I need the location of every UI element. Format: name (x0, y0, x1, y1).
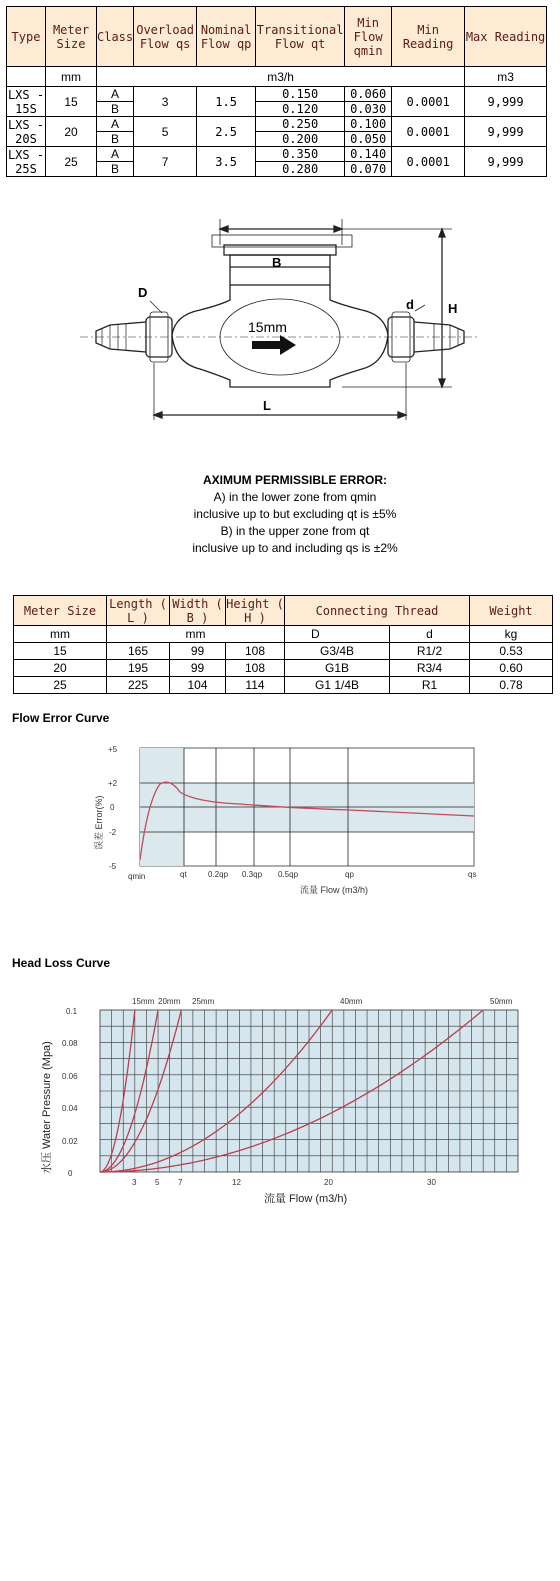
spec-table: Type Meter Size Class Overload Flow qs Nominal Flow qp Transitional Flow qt Min Flow qmin Min Reading Max Reading mm m3/h m3 LXS - 15S 15 A 3 1.5 0.150 0.060 0.0001 9,999 B 0.120 0.030 LXS - 20S 20 A 5 2.5 0.250 0.100 0.0001 9,999 B 0.200 0.050 LXS - 25S 25 A 7 3.5 0.350 0.140 0.0001 9,999 B 0.280 0.070 (6, 6, 547, 177)
flow-arrow-icon (252, 335, 296, 355)
mpe-line: inclusive up to and including qs is ±2% (192, 541, 398, 555)
x-axis-label: 流量 Flow (m3/h) (264, 1193, 348, 1205)
head-loss-chart (38, 990, 538, 1210)
col-thread: Connecting Thread (285, 596, 470, 626)
unit-size: mm (46, 67, 97, 87)
y-tick: -5 (109, 862, 117, 871)
series-label: 15mm (132, 997, 155, 1006)
unit-reading: m3 (465, 67, 547, 87)
table-row: 20 195 99 108 G1B R3/4 0.60 (14, 660, 553, 677)
x-tick: qmin (128, 872, 146, 881)
table-row: 15 165 99 108 G3/4B R1/2 0.53 (14, 643, 553, 660)
x-tick: 20 (324, 1178, 333, 1187)
y-tick: 0.02 (62, 1137, 78, 1146)
x-tick: 0.5qp (278, 870, 299, 879)
meter-drawing (80, 205, 480, 435)
label-h: H (448, 301, 458, 316)
label-b: B (272, 255, 282, 270)
col-transitional: Transitional Flow qt (256, 7, 345, 67)
row-type: LXS - 15S (7, 87, 45, 116)
col-width: Width ( B ) (170, 596, 226, 626)
series-label: 20mm (158, 997, 181, 1006)
flow-error-heading: Flow Error Curve (12, 711, 110, 725)
y-tick: +5 (108, 745, 118, 754)
series-label: 50mm (490, 997, 513, 1006)
x-tick: 12 (232, 1178, 241, 1187)
col-height: Height ( H ) (226, 596, 284, 625)
y-tick: 0 (68, 1169, 73, 1178)
col-overload: Overload Flow qs (134, 7, 197, 67)
x-tick: 5 (155, 1178, 160, 1187)
y-axis-label: 水压 Water Pressure (Mpa) (41, 1041, 53, 1174)
unit-flow: m3/h (97, 67, 465, 87)
head-loss-heading: Head Loss Curve (12, 956, 111, 970)
label-l: L (263, 398, 271, 413)
y-tick: 0.06 (62, 1072, 78, 1081)
label-size: 15mm (248, 319, 287, 335)
y-axis-label: 误差 Error(%) (94, 795, 104, 850)
x-tick: qp (345, 870, 354, 879)
x-tick: qs (468, 870, 477, 879)
x-tick: 3 (132, 1178, 137, 1187)
label-d-lower: d (406, 297, 414, 312)
x-axis-label: 流量 Flow (m3/h) (300, 885, 369, 895)
y-tick: +2 (108, 779, 118, 788)
dimension-table: Meter Size Length ( L ) Width ( B ) Height ( H ) Connecting Thread Weight mm mm D d kg 15 165 99 108 G3/4B R1/2 0.53 20 195 99 108 G1B R3/4 0.60 25 225 104 114 G1 1/4B R1 0.78 (13, 595, 553, 694)
flow-error-chart (90, 740, 490, 900)
mpe-line: B) in the upper zone from qt (220, 524, 370, 538)
col-min-reading: Min Reading (392, 7, 465, 67)
row-type: LXS - 25S (7, 147, 45, 176)
col-min-flow: Min Flow qmin (345, 7, 392, 67)
x-tick: 0.3qp (242, 870, 263, 879)
x-tick: 30 (427, 1178, 436, 1187)
col-length: Length ( L ) (107, 596, 170, 626)
series-label: 25mm (192, 997, 215, 1006)
x-tick: qt (180, 870, 187, 879)
series-label: 40mm (340, 997, 363, 1006)
y-tick: -2 (109, 828, 117, 837)
col-class: Class (97, 7, 134, 67)
mpe-line: inclusive up to but excluding qt is ±5% (193, 507, 397, 521)
x-tick: 7 (178, 1178, 183, 1187)
col-meter-size: Meter Size (14, 596, 107, 626)
y-tick: 0.04 (62, 1104, 78, 1113)
x-tick: 0.2qp (208, 870, 229, 879)
mpe-note (150, 472, 440, 557)
y-tick: 0.08 (62, 1039, 78, 1048)
col-max-reading: Max Reading (465, 7, 547, 67)
mpe-title: AXIMUM PERMISSIBLE ERROR: (202, 473, 387, 487)
col-nominal: Nominal Flow qp (197, 7, 256, 67)
label-d-upper: D (138, 285, 148, 300)
col-type: Type (7, 7, 46, 67)
table-row: 25 225 104 114 G1 1/4B R1 0.78 (14, 677, 553, 694)
upper-zone (184, 783, 474, 832)
col-meter-size: Meter Size (46, 7, 97, 67)
col-weight: Weight (470, 596, 553, 626)
mpe-line: A) in the lower zone from qmin (213, 490, 377, 504)
y-tick: 0 (110, 803, 115, 812)
row-type: LXS - 20S (7, 117, 45, 146)
y-tick: 0.1 (66, 1007, 78, 1016)
